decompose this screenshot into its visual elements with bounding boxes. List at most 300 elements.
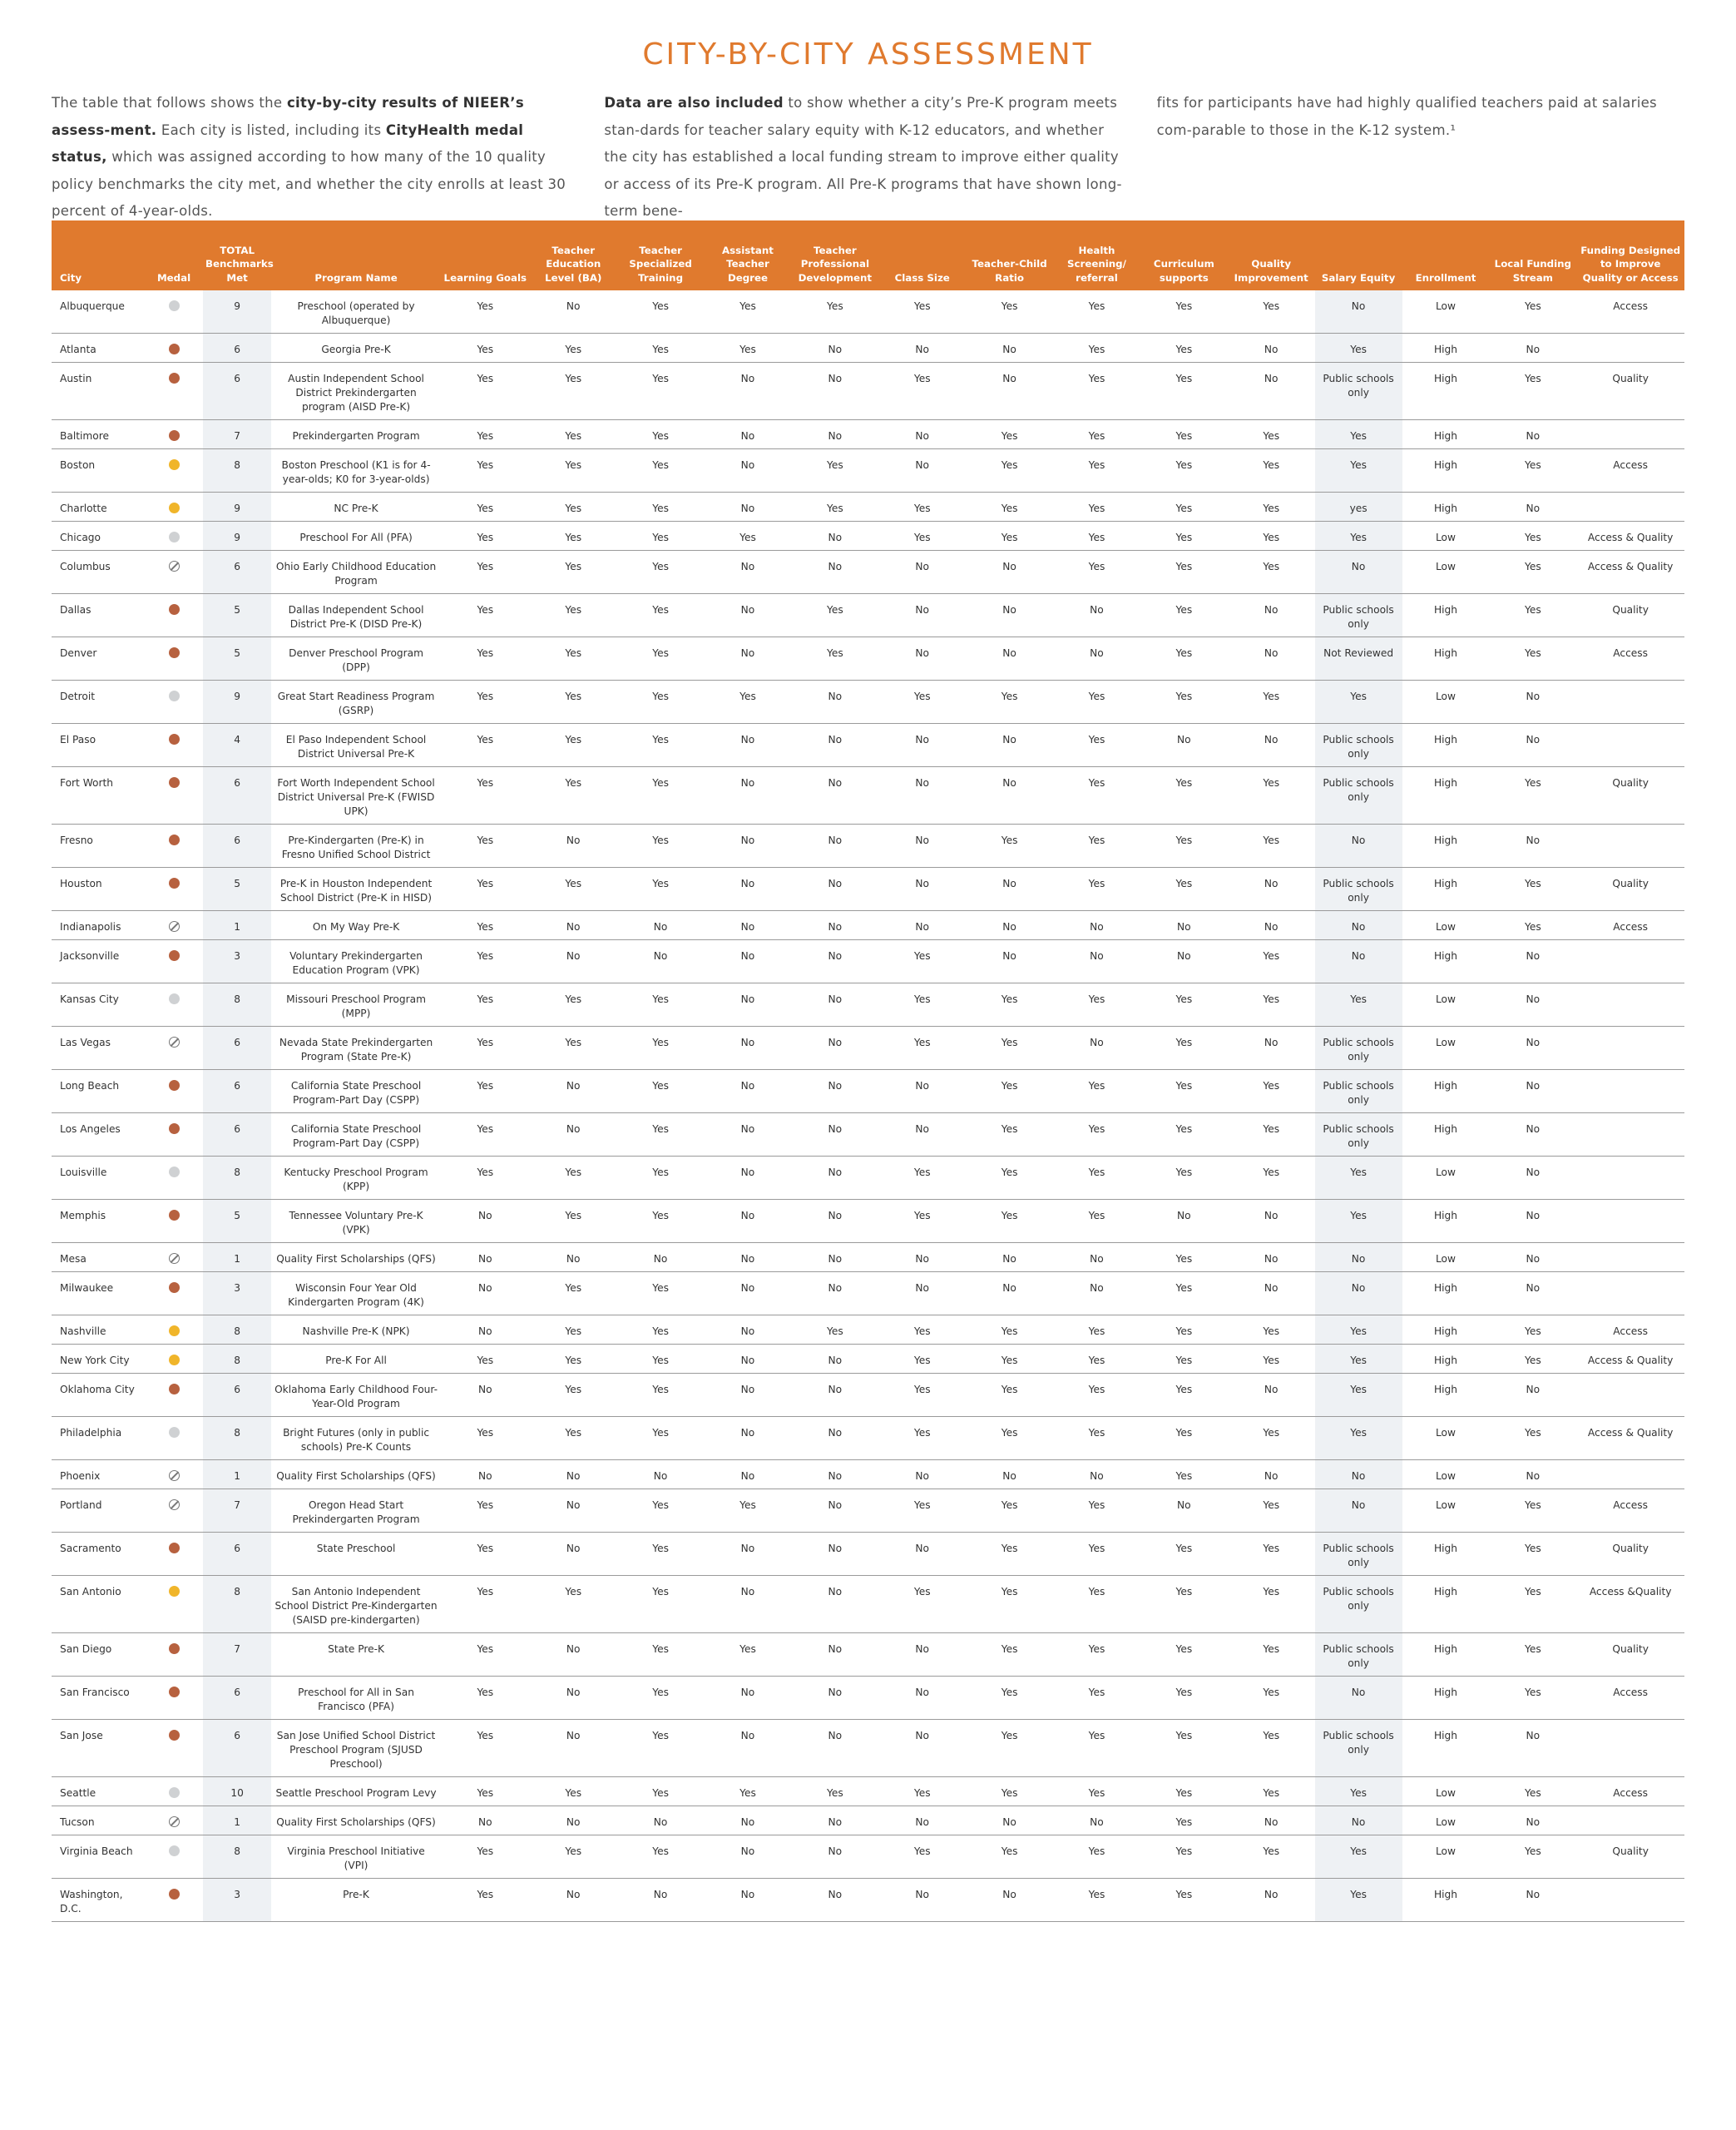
- table-cell: Yes: [1140, 1677, 1228, 1720]
- table-cell: Yes: [1315, 1879, 1402, 1922]
- table-cell: Access & Quality: [1576, 522, 1684, 551]
- table-cell: No: [791, 1720, 878, 1777]
- medal-bronze-icon: [169, 777, 180, 788]
- table-cell: Yes: [530, 1272, 617, 1315]
- table-cell: Yes: [1228, 1489, 1315, 1533]
- city-name: Charlotte: [52, 493, 145, 522]
- table-cell: No: [1489, 493, 1576, 522]
- table-cell: Yes: [966, 522, 1053, 551]
- table-cell: Yes: [1053, 493, 1140, 522]
- table-cell: Yes: [617, 594, 705, 637]
- column-header: Local Funding Stream: [1489, 220, 1576, 290]
- medal-cell: [145, 594, 203, 637]
- table-row: [52, 983, 1684, 1027]
- table-cell: No: [1053, 594, 1140, 637]
- table-cell: Low: [1402, 290, 1490, 334]
- medal-bronze-icon: [169, 647, 180, 658]
- table-cell: 4: [203, 724, 271, 767]
- table-cell: Yes: [878, 1027, 966, 1070]
- table-cell: No: [791, 1417, 878, 1460]
- table-cell: No: [878, 1720, 966, 1777]
- table-cell: Yes: [1053, 1677, 1140, 1720]
- table-cell: Public schools only: [1315, 724, 1402, 767]
- table-cell: No: [1053, 1460, 1140, 1489]
- table-cell: [1576, 1070, 1684, 1113]
- table-cell: Low: [1402, 983, 1490, 1027]
- city-name: Columbus: [52, 551, 145, 594]
- table-cell: No: [878, 449, 966, 493]
- city-name: Long Beach: [52, 1070, 145, 1113]
- medal-bronze-icon: [169, 950, 180, 961]
- city-name: Milwaukee: [52, 1272, 145, 1315]
- table-cell: [1576, 334, 1684, 363]
- program-name: California State Preschool Program-Part Day (CSPP): [271, 1113, 441, 1157]
- table-cell: No: [530, 1533, 617, 1576]
- city-name: San Antonio: [52, 1576, 145, 1633]
- table-cell: No: [791, 825, 878, 868]
- medal-bronze-icon: [169, 1643, 180, 1654]
- table-cell: No: [1315, 551, 1402, 594]
- table-cell: No: [705, 1345, 792, 1374]
- table-cell: No: [966, 1243, 1053, 1272]
- table-cell: Yes: [617, 1374, 705, 1417]
- table-cell: Yes: [878, 1777, 966, 1806]
- program-name: NC Pre-K: [271, 493, 441, 522]
- table-cell: Yes: [1489, 1345, 1576, 1374]
- table-cell: High: [1402, 493, 1490, 522]
- program-name: Kentucky Preschool Program (KPP): [271, 1157, 441, 1200]
- program-name: Nevada State Prekindergarten Program (State Pre-K): [271, 1027, 441, 1070]
- table-cell: Yes: [1228, 1315, 1315, 1345]
- table-cell: Yes: [878, 493, 966, 522]
- table-cell: Low: [1402, 1777, 1490, 1806]
- column-header: Teacher Specialized Training: [617, 220, 705, 290]
- table-cell: Yes: [791, 290, 878, 334]
- table-cell: Yes: [1228, 1157, 1315, 1200]
- table-cell: Yes: [530, 522, 617, 551]
- medal-cell: [145, 551, 203, 594]
- table-cell: High: [1402, 724, 1490, 767]
- table-cell: No: [1228, 1879, 1315, 1922]
- table-cell: [1576, 420, 1684, 449]
- table-cell: No: [705, 1113, 792, 1157]
- table-cell: No: [705, 1417, 792, 1460]
- table-cell: No: [791, 1200, 878, 1243]
- city-name: Memphis: [52, 1200, 145, 1243]
- table-cell: Yes: [1053, 1777, 1140, 1806]
- table-cell: No: [441, 1460, 530, 1489]
- table-cell: No: [705, 724, 792, 767]
- city-name: Jacksonville: [52, 940, 145, 983]
- medal-bronze-icon: [169, 1080, 180, 1091]
- table-cell: No: [1489, 983, 1576, 1027]
- table-cell: Not Reviewed: [1315, 637, 1402, 681]
- table-cell: Yes: [878, 983, 966, 1027]
- table-row: [52, 1576, 1684, 1633]
- table-cell: Yes: [1140, 637, 1228, 681]
- table-cell: Yes: [1489, 868, 1576, 911]
- table-cell: Access: [1576, 290, 1684, 334]
- table-cell: Yes: [878, 1374, 966, 1417]
- table-cell: No: [1489, 1272, 1576, 1315]
- table-cell: Yes: [1228, 290, 1315, 334]
- medal-cell: [145, 911, 203, 940]
- table-cell: No: [1140, 724, 1228, 767]
- table-cell: Yes: [1489, 522, 1576, 551]
- table-cell: High: [1402, 868, 1490, 911]
- city-name: San Francisco: [52, 1677, 145, 1720]
- column-header: Quality Improvement: [1228, 220, 1315, 290]
- program-name: El Paso Independent School District Universal Pre-K: [271, 724, 441, 767]
- table-cell: No: [705, 767, 792, 825]
- table-cell: No: [705, 1879, 792, 1922]
- city-name: Kansas City: [52, 983, 145, 1027]
- table-cell: Yes: [705, 1489, 792, 1533]
- table-cell: No: [530, 1070, 617, 1113]
- program-name: Nashville Pre-K (NPK): [271, 1315, 441, 1345]
- table-cell: Public schools only: [1315, 767, 1402, 825]
- intro-text: [52, 90, 1684, 225]
- table-cell: Public schools only: [1315, 1070, 1402, 1113]
- table-cell: No: [966, 1806, 1053, 1835]
- table-cell: Yes: [617, 724, 705, 767]
- table-cell: No: [1489, 1243, 1576, 1272]
- table-row: [52, 290, 1684, 334]
- table-cell: Yes: [1140, 825, 1228, 868]
- table-cell: Yes: [1053, 522, 1140, 551]
- medal-bronze-icon: [169, 878, 180, 889]
- table-cell: No: [1140, 940, 1228, 983]
- table-cell: No: [878, 1677, 966, 1720]
- table-cell: Yes: [1315, 449, 1402, 493]
- table-cell: Yes: [1489, 767, 1576, 825]
- medal-cell: [145, 1315, 203, 1345]
- table-cell: Yes: [1489, 363, 1576, 420]
- table-cell: Yes: [1140, 1157, 1228, 1200]
- table-cell: High: [1402, 420, 1490, 449]
- table-cell: No: [1315, 1272, 1402, 1315]
- table-cell: Yes: [1140, 1806, 1228, 1835]
- table-cell: No: [1489, 681, 1576, 724]
- table-cell: 1: [203, 1806, 271, 1835]
- table-cell: No: [530, 1879, 617, 1922]
- table-cell: No: [878, 420, 966, 449]
- table-cell: Public schools only: [1315, 1633, 1402, 1677]
- table-cell: No: [791, 420, 878, 449]
- table-cell: Yes: [1489, 290, 1576, 334]
- table-cell: No: [791, 681, 878, 724]
- table-cell: No: [1228, 1272, 1315, 1315]
- table-cell: Yes: [705, 1777, 792, 1806]
- table-cell: No: [1315, 1460, 1402, 1489]
- table-cell: Access: [1576, 911, 1684, 940]
- table-cell: Yes: [966, 1200, 1053, 1243]
- table-cell: No: [1489, 825, 1576, 868]
- table-cell: Yes: [441, 594, 530, 637]
- table-row: [52, 522, 1684, 551]
- table-cell: Yes: [441, 724, 530, 767]
- table-cell: Yes: [791, 1777, 878, 1806]
- program-name: State Pre-K: [271, 1633, 441, 1677]
- table-cell: 8: [203, 1576, 271, 1633]
- table-cell: 8: [203, 1157, 271, 1200]
- table-cell: Yes: [441, 1677, 530, 1720]
- medal-silver-icon: [169, 300, 180, 311]
- intro-segment: CityHealth medal status,: [52, 121, 524, 165]
- table-cell: Low: [1402, 1460, 1490, 1489]
- table-row: [52, 1879, 1684, 1922]
- table-cell: Yes: [617, 449, 705, 493]
- table-cell: Low: [1402, 911, 1490, 940]
- program-name: Oklahoma Early Childhood Four-Year-Old Program: [271, 1374, 441, 1417]
- table-cell: Yes: [1053, 1720, 1140, 1777]
- table-cell: Yes: [1053, 334, 1140, 363]
- table-cell: Quality: [1576, 868, 1684, 911]
- table-cell: 6: [203, 334, 271, 363]
- table-cell: No: [1228, 1806, 1315, 1835]
- table-cell: No: [530, 1243, 617, 1272]
- table-cell: No: [441, 1272, 530, 1315]
- medal-cell: [145, 1345, 203, 1374]
- table-cell: Yes: [530, 681, 617, 724]
- table-cell: No: [1140, 911, 1228, 940]
- medal-cell: [145, 1677, 203, 1720]
- table-cell: Yes: [1315, 1417, 1402, 1460]
- table-cell: Yes: [705, 1633, 792, 1677]
- table-cell: Low: [1402, 522, 1490, 551]
- table-cell: Yes: [1053, 1835, 1140, 1879]
- medal-gold-icon: [169, 503, 180, 513]
- table-cell: Yes: [1140, 1243, 1228, 1272]
- table-cell: No: [705, 449, 792, 493]
- table-cell: No: [791, 1806, 878, 1835]
- city-name: Las Vegas: [52, 1027, 145, 1070]
- program-name: Denver Preschool Program (DPP): [271, 637, 441, 681]
- table-cell: Yes: [878, 1157, 966, 1200]
- table-cell: Yes: [530, 493, 617, 522]
- table-cell: Yes: [617, 1489, 705, 1533]
- table-cell: Yes: [441, 493, 530, 522]
- table-cell: Yes: [1228, 1777, 1315, 1806]
- table-cell: Public schools only: [1315, 1720, 1402, 1777]
- medal-cell: [145, 637, 203, 681]
- program-name: Pre-K: [271, 1879, 441, 1922]
- table-cell: No: [441, 1806, 530, 1835]
- table-cell: No: [617, 911, 705, 940]
- table-cell: Access & Quality: [1576, 1345, 1684, 1374]
- table-cell: [1576, 1272, 1684, 1315]
- table-cell: Yes: [878, 940, 966, 983]
- table-cell: Yes: [1489, 1315, 1576, 1345]
- table-cell: Yes: [1140, 1460, 1228, 1489]
- medal-bronze-icon: [169, 835, 180, 845]
- city-name: Tucson: [52, 1806, 145, 1835]
- table-cell: Yes: [1489, 1576, 1576, 1633]
- table-cell: Yes: [1489, 1533, 1576, 1576]
- table-cell: Yes: [966, 825, 1053, 868]
- table-row: [52, 1315, 1684, 1345]
- table-cell: No: [791, 940, 878, 983]
- intro-column-1: [52, 90, 579, 225]
- program-name: Tennessee Voluntary Pre-K (VPK): [271, 1200, 441, 1243]
- medal-cell: [145, 1417, 203, 1460]
- table-cell: No: [705, 1835, 792, 1879]
- table-cell: Yes: [878, 1200, 966, 1243]
- program-name: Missouri Preschool Program (MPP): [271, 983, 441, 1027]
- city-name: Atlanta: [52, 334, 145, 363]
- table-row: [52, 1677, 1684, 1720]
- table-row: [52, 449, 1684, 493]
- medal-none-icon: [169, 1470, 180, 1481]
- table-cell: No: [530, 1720, 617, 1777]
- table-cell: Yes: [1315, 983, 1402, 1027]
- table-cell: No: [1053, 911, 1140, 940]
- table-cell: Yes: [617, 767, 705, 825]
- table-cell: Yes: [617, 493, 705, 522]
- table-row: [52, 551, 1684, 594]
- table-cell: Yes: [1140, 551, 1228, 594]
- table-cell: No: [1140, 1489, 1228, 1533]
- table-cell: No: [966, 334, 1053, 363]
- table-cell: No: [791, 1070, 878, 1113]
- table-cell: No: [705, 940, 792, 983]
- table-cell: No: [791, 1489, 878, 1533]
- column-header: Assistant Teacher Degree: [705, 220, 792, 290]
- medal-cell: [145, 1157, 203, 1200]
- table-cell: Yes: [441, 911, 530, 940]
- program-name: California State Preschool Program-Part Day (CSPP): [271, 1070, 441, 1113]
- table-cell: Yes: [1489, 449, 1576, 493]
- table-cell: No: [530, 1806, 617, 1835]
- table-cell: No: [791, 1157, 878, 1200]
- table-row: [52, 940, 1684, 983]
- table-cell: No: [878, 1070, 966, 1113]
- table-cell: No: [617, 1806, 705, 1835]
- table-cell: No: [705, 1027, 792, 1070]
- table-cell: No: [878, 868, 966, 911]
- table-cell: Yes: [878, 522, 966, 551]
- table-cell: No: [1489, 1200, 1576, 1243]
- medal-bronze-icon: [169, 1123, 180, 1134]
- table-cell: Yes: [617, 1345, 705, 1374]
- table-cell: No: [1489, 1374, 1576, 1417]
- table-cell: Yes: [617, 420, 705, 449]
- table-cell: Yes: [1489, 1777, 1576, 1806]
- table-cell: Access: [1576, 637, 1684, 681]
- table-row: [52, 334, 1684, 363]
- table-cell: No: [791, 522, 878, 551]
- table-cell: No: [530, 1113, 617, 1157]
- table-cell: Low: [1402, 1157, 1490, 1200]
- table-cell: No: [878, 1533, 966, 1576]
- program-name: Ohio Early Childhood Education Program: [271, 551, 441, 594]
- table-cell: No: [1489, 420, 1576, 449]
- program-name: Georgia Pre-K: [271, 334, 441, 363]
- city-name: Fort Worth: [52, 767, 145, 825]
- table-cell: Yes: [530, 420, 617, 449]
- table-cell: Yes: [705, 334, 792, 363]
- table-cell: Yes: [966, 1113, 1053, 1157]
- table-cell: No: [1228, 1374, 1315, 1417]
- medal-none-icon: [169, 1816, 180, 1827]
- table-cell: No: [791, 1272, 878, 1315]
- program-name: Preschool for All in San Francisco (PFA): [271, 1677, 441, 1720]
- table-cell: No: [1489, 334, 1576, 363]
- table-cell: No: [1315, 940, 1402, 983]
- table-cell: 5: [203, 637, 271, 681]
- table-cell: No: [705, 1576, 792, 1633]
- table-cell: No: [966, 551, 1053, 594]
- table-cell: Yes: [530, 363, 617, 420]
- table-cell: Yes: [617, 1070, 705, 1113]
- table-cell: No: [878, 1243, 966, 1272]
- medal-none-icon: [169, 921, 180, 932]
- table-cell: Yes: [1315, 1315, 1402, 1345]
- table-cell: Yes: [441, 290, 530, 334]
- table-cell: Yes: [1489, 1677, 1576, 1720]
- program-name: Preschool For All (PFA): [271, 522, 441, 551]
- table-cell: No: [530, 1489, 617, 1533]
- table-cell: [1576, 1879, 1684, 1922]
- program-name: Austin Independent School District Prekindergarten program (AISD Pre-K): [271, 363, 441, 420]
- table-cell: Yes: [1053, 1157, 1140, 1200]
- table-row: [52, 1157, 1684, 1200]
- table-cell: No: [617, 1879, 705, 1922]
- table-cell: No: [1489, 1879, 1576, 1922]
- table-cell: Yes: [1053, 1417, 1140, 1460]
- table-cell: Yes: [1140, 1777, 1228, 1806]
- column-header: Class Size: [878, 220, 966, 290]
- medal-cell: [145, 1489, 203, 1533]
- table-cell: Yes: [1053, 1533, 1140, 1576]
- medal-cell: [145, 983, 203, 1027]
- table-cell: High: [1402, 1374, 1490, 1417]
- table-cell: Yes: [1053, 1489, 1140, 1533]
- table-cell: No: [878, 1272, 966, 1315]
- table-cell: Yes: [441, 1533, 530, 1576]
- table-cell: Yes: [1315, 1157, 1402, 1200]
- table-cell: Public schools only: [1315, 1533, 1402, 1576]
- column-header: Teacher Professional Development: [791, 220, 878, 290]
- table-cell: Low: [1402, 1806, 1490, 1835]
- table-cell: Access: [1576, 1677, 1684, 1720]
- medal-cell: [145, 1027, 203, 1070]
- program-name: Seattle Preschool Program Levy: [271, 1777, 441, 1806]
- table-row: [52, 1633, 1684, 1677]
- table-cell: Access: [1576, 1315, 1684, 1345]
- table-cell: Yes: [1053, 825, 1140, 868]
- table-cell: No: [966, 724, 1053, 767]
- column-header: Learning Goals: [441, 220, 530, 290]
- table-row: [52, 1272, 1684, 1315]
- table-cell: No: [1228, 868, 1315, 911]
- table-cell: Yes: [966, 1070, 1053, 1113]
- city-name: Philadelphia: [52, 1417, 145, 1460]
- table-cell: [1576, 1720, 1684, 1777]
- table-cell: No: [966, 940, 1053, 983]
- table-cell: No: [1228, 911, 1315, 940]
- table-cell: No: [705, 637, 792, 681]
- table-cell: Yes: [617, 1777, 705, 1806]
- table-cell: 6: [203, 767, 271, 825]
- city-name: Dallas: [52, 594, 145, 637]
- medal-gold-icon: [169, 1355, 180, 1365]
- table-cell: No: [791, 1677, 878, 1720]
- table-cell: Yes: [1489, 1417, 1576, 1460]
- table-cell: Yes: [530, 767, 617, 825]
- table-cell: Yes: [1315, 1777, 1402, 1806]
- table-cell: Public schools only: [1315, 1113, 1402, 1157]
